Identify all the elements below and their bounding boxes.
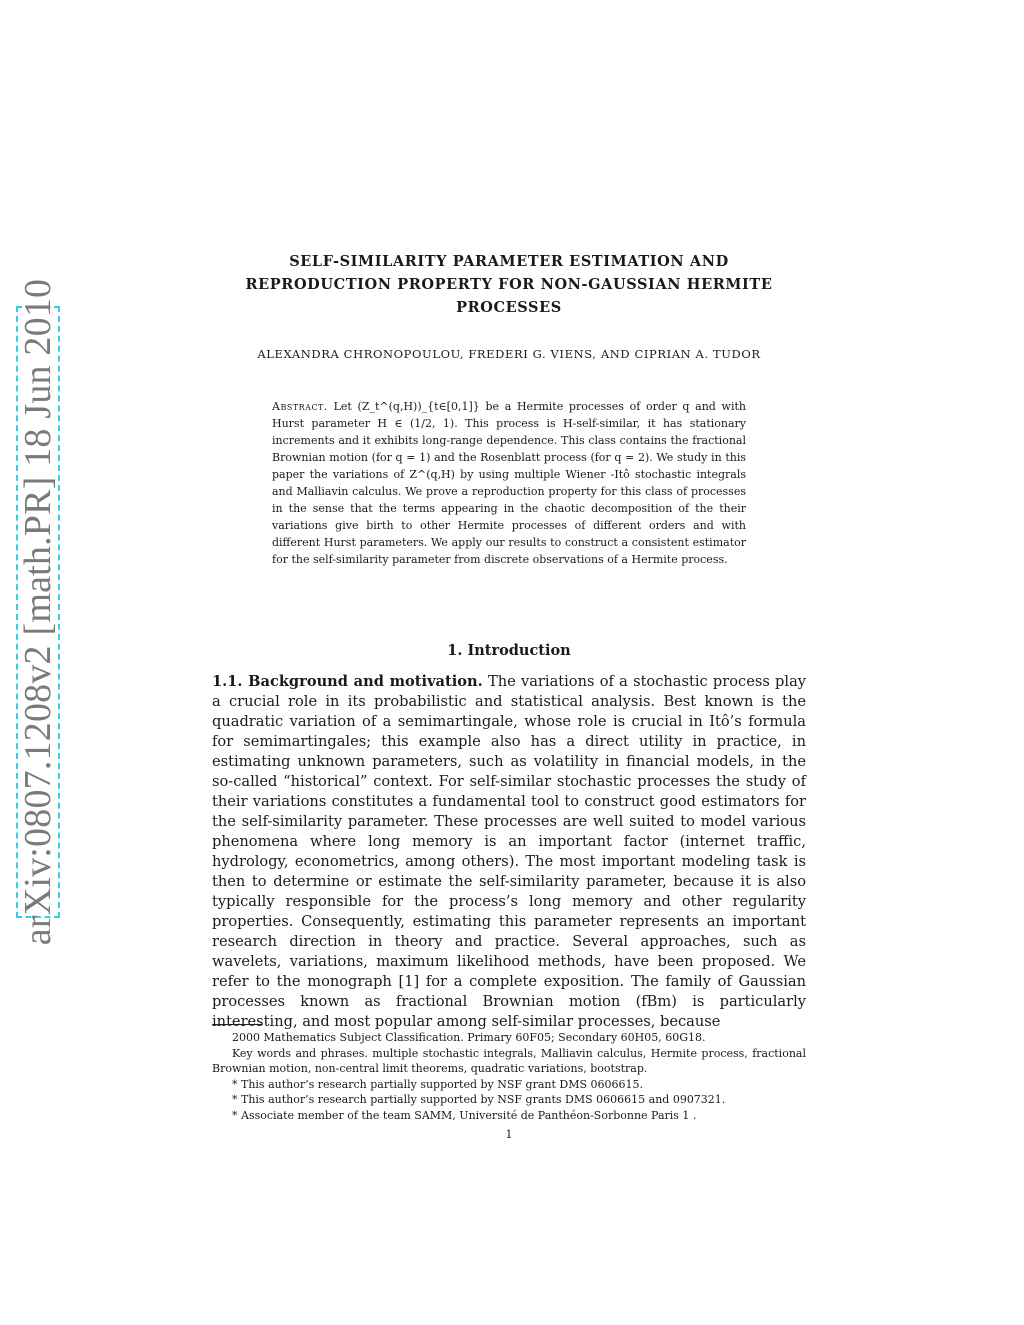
introduction-paragraph: [212, 672, 806, 1032]
footnote-msc: 2000 Mathematics Subject Classification. Primary 60F05; Secondary 60H05, 60G18.: [232, 1031, 706, 1044]
footnote-divider: [212, 1024, 262, 1025]
footnote-author-3: * Associate member of the team SAMM, Université de Panthéon-Sorbonne Paris 1 .: [232, 1108, 697, 1122]
paragraph-text: The variations of a stochastic process play a crucial role in its probabilistic and statistical analysis. Best known is the quadratic variation of a semimartingale, whose role is crucial in Itô’s formula for semimartingales; this example also has a direct utility in practice, in estimating unknown parameters, such as volatility in financial models, in the so-called “historical” context. For self-similar stochastic processes the study of their variations constitutes a fundamental tool to construct good estimators for the self-similarity parameter. These processes are well suited to model various phenomena where long memory is an important factor (internet traffic, hydrology, econometrics, among others). The most important modeling task is then to determine or estimate the self-similarity parameter, because it is also typically responsible for the process’s long memory and other regularity properties. Consequently, estimating this parameter represents an important research direction in theory and practice. Several approaches, such as wavelets, variations, maximum likelihood methods, have been proposed. We refer to the monograph [1] for a complete exposition. The family of Gaussian processes known as fractional Brownian motion (fBm) is particularly interesting, and most popular among self-similar processes, because: [212, 673, 807, 1030]
footnotes: [212, 1030, 806, 1123]
page-number: 1: [505, 1128, 513, 1141]
subsection-heading: 1.1. Background and motivation.: [212, 673, 483, 690]
title-line-1: SELF-SIMILARITY PARAMETER ESTIMATION AND: [289, 253, 729, 270]
title-line-2: REPRODUCTION PROPERTY FOR NON-GAUSSIAN HERMITE: [245, 276, 773, 293]
footnote-author-2: * This author’s research partially supported by NSF grants DMS 0606615 and 0907321.: [232, 1093, 726, 1106]
abstract-label: Abstract.: [272, 400, 328, 413]
arxiv-stamp: [16, 278, 60, 946]
paper-title: [200, 250, 818, 319]
footnote-keywords: Key words and phrases. multiple stochastic integrals, Malliavin calculus, Hermite process, fractional Brownian motion, non-central limit theorems, quadratic variations, bootstrap.: [212, 1046, 806, 1075]
abstract: [272, 398, 746, 568]
title-line-3: PROCESSES: [456, 299, 562, 316]
section-title: 1. Introduction: [447, 642, 571, 659]
footnote-author-1: * This author’s research partially supported by NSF grant DMS 0606615.: [232, 1077, 643, 1091]
arxiv-identifier: arXiv:0807.1208v2 [math.PR] 18 Jun 2010: [17, 278, 59, 946]
author-list: ALEXANDRA CHRONOPOULOU, FREDERI G. VIENS, AND CIPRIAN A. TUDOR: [257, 347, 761, 361]
abstract-text: Let (Z_t^(q,H))_{t∈[0,1]} be a Hermite processes of order q and with Hurst parameter H ∈ (1/2, 1). This process is H-self-similar, it has stationary increments and it exhibits long-range dependence. This class contains the fractional Brownian motion (for q = 1) and the Rosenblatt process (for q = 2). We study in this paper the variations of Z^(q,H) by using multiple Wiener -Itô stochastic integrals and Malliavin calculus. We prove a reproduction property for this class of processes in the sense that the terms appearing in the chaotic decomposition of the their variations give birth to other Hermite processes of different orders and with different Hurst parameters. We apply our results to construct a consistent estimator for the self-similarity parameter from discrete observations of a Hermite process.: [272, 400, 746, 566]
